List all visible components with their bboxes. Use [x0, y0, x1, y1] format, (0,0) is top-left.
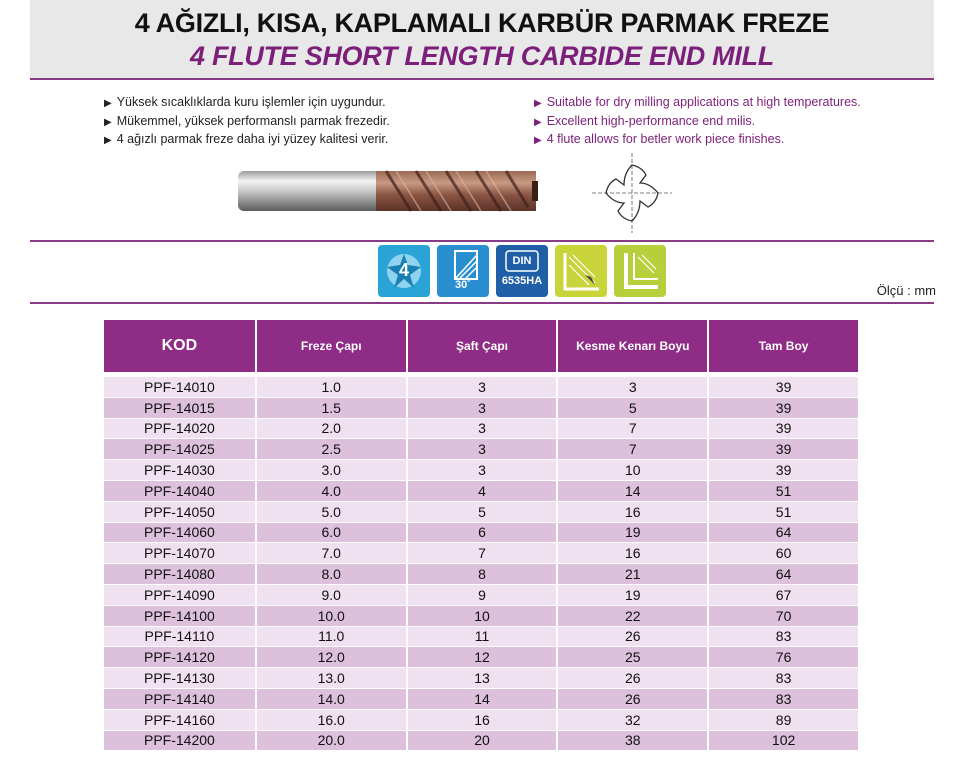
table-cell: 20 — [406, 731, 557, 752]
table-cell: 4.0 — [255, 481, 406, 502]
table-cell: 64 — [707, 564, 858, 585]
table-cell: 5.0 — [255, 502, 406, 523]
bullet-arrow-icon: ▶ — [534, 135, 542, 146]
table-cell: 39 — [707, 439, 858, 460]
section-divider — [30, 240, 934, 242]
table-cell: PPF-14140 — [104, 689, 255, 710]
bullet-arrow-icon: ▶ — [104, 135, 112, 146]
table-cell: 19 — [556, 523, 707, 544]
table-cell: 14 — [406, 689, 557, 710]
unit-label: Ölçü : mm — [876, 283, 936, 298]
table-divider — [30, 302, 934, 304]
table-cell: 16 — [556, 543, 707, 564]
feature-item: ▶ Mükemmel, yüksek performanslı parmak frezedir. — [104, 113, 390, 128]
table-cell: 2.0 — [255, 419, 406, 440]
table-cell: 8.0 — [255, 564, 406, 585]
table-cell: 16 — [406, 710, 557, 731]
table-cell: 5 — [556, 398, 707, 419]
table-cell: 7 — [406, 543, 557, 564]
table-row — [104, 606, 858, 627]
table-cell: 60 — [707, 543, 858, 564]
table-cell: PPF-14200 — [104, 731, 255, 752]
table-cell: 2.5 — [255, 439, 406, 460]
table-cell: 3 — [556, 377, 707, 398]
table-cell: PPF-14025 — [104, 439, 255, 460]
table-cell: PPF-14100 — [104, 606, 255, 627]
table-cell: PPF-14040 — [104, 481, 255, 502]
table-cell: 3.0 — [255, 460, 406, 481]
table-cell: 83 — [707, 689, 858, 710]
table-cell: 7.0 — [255, 543, 406, 564]
table-row — [104, 523, 858, 544]
table-row — [104, 585, 858, 606]
table-cell: PPF-14020 — [104, 419, 255, 440]
feature-item: ▶ Excellent high-performance end milis. — [534, 113, 756, 128]
table-cell: PPF-14160 — [104, 710, 255, 731]
table-cell: 21 — [556, 564, 707, 585]
table-cell: 5 — [406, 502, 557, 523]
column-header-code: KOD — [104, 320, 255, 372]
table-cell: 26 — [556, 689, 707, 710]
table-row — [104, 564, 858, 585]
table-cell: 12 — [406, 647, 557, 668]
table-cell: 38 — [556, 731, 707, 752]
slot-milling-icon — [614, 245, 666, 297]
bullet-arrow-icon: ▶ — [534, 116, 542, 128]
table-cell: 39 — [707, 460, 858, 481]
table-cell: 14 — [556, 481, 707, 502]
table-cell: 3 — [406, 439, 557, 460]
table-cell: 16.0 — [255, 710, 406, 731]
table-cell: 10 — [556, 460, 707, 481]
table-cell: 10 — [406, 606, 557, 627]
table-cell: 39 — [707, 398, 858, 419]
table-cell: 9.0 — [255, 585, 406, 606]
table-cell: 22 — [556, 606, 707, 627]
table-row — [104, 731, 858, 752]
table-cell: 11.0 — [255, 627, 406, 648]
table-header-row — [104, 320, 858, 372]
title-turkish: 4 AĞIZLI, KISA, KAPLAMALI KARBÜR PARMAK FREZE — [134, 8, 830, 38]
table-cell: PPF-14130 — [104, 668, 255, 689]
table-cell: 4 — [406, 481, 557, 502]
table-cell: 11 — [406, 627, 557, 648]
title-english: 4 FLUTE SHORT LENGTH CARBIDE END MILL — [190, 41, 774, 71]
din-standard-icon: DIN 6535HA — [496, 245, 548, 297]
column-header-total-length: Tam Boy — [707, 320, 858, 372]
table-cell: 67 — [707, 585, 858, 606]
table-cell: 76 — [707, 647, 858, 668]
table-row — [104, 689, 858, 710]
table-cell: PPF-14060 — [104, 523, 255, 544]
table-cell: 25 — [556, 647, 707, 668]
table-cell: PPF-14015 — [104, 398, 255, 419]
table-cell: 12.0 — [255, 647, 406, 668]
table-cell: 64 — [707, 523, 858, 544]
table-cell: 51 — [707, 481, 858, 502]
table-cell: 3 — [406, 419, 557, 440]
header-divider — [30, 78, 934, 80]
column-header-shank: Şaft Çapı — [406, 320, 557, 372]
table-cell: 10.0 — [255, 606, 406, 627]
table-cell: 70 — [707, 606, 858, 627]
table-cell: 83 — [707, 668, 858, 689]
table-row — [104, 543, 858, 564]
table-cell: 6.0 — [255, 523, 406, 544]
table-body — [104, 372, 858, 751]
table-cell: 8 — [406, 564, 557, 585]
table-cell: 7 — [556, 439, 707, 460]
feature-item: ▶ 4 ağızlı parmak freze daha iyi yüzey kalitesi verir. — [104, 132, 389, 146]
table-row — [104, 668, 858, 689]
table-cell: 102 — [707, 731, 858, 752]
table-row — [104, 710, 858, 731]
bullet-arrow-icon: ▶ — [104, 116, 112, 128]
table-cell: 3 — [406, 398, 557, 419]
table-row — [104, 419, 858, 440]
features-english — [534, 94, 861, 150]
bullet-arrow-icon: ▶ — [104, 98, 112, 109]
table-cell: PPF-14110 — [104, 627, 255, 648]
side-milling-icon — [555, 245, 607, 297]
features-turkish — [104, 94, 390, 150]
table-cell: 20.0 — [255, 731, 406, 752]
feature-item: ▶ Yüksek sıcaklıklarda kuru işlemler için uygundur. — [104, 95, 386, 109]
table-cell: 3 — [406, 460, 557, 481]
table-cell: 19 — [556, 585, 707, 606]
table-cell: 1.0 — [255, 377, 406, 398]
table-cell: 14.0 — [255, 689, 406, 710]
table-row — [104, 460, 858, 481]
table-cell: 39 — [707, 377, 858, 398]
feature-item: ▶ Suitable for dry milling applications at high temperatures. — [534, 95, 861, 109]
flute-count-icon: 4 — [378, 245, 430, 297]
product-table — [104, 320, 858, 751]
table-row — [104, 377, 858, 398]
table-cell: PPF-14050 — [104, 502, 255, 523]
table-cell: PPF-14070 — [104, 543, 255, 564]
end-mill-image — [236, 167, 540, 217]
feature-item: ▶ 4 flute allows for betler work piece finishes. — [534, 132, 785, 146]
table-row — [104, 502, 858, 523]
table-cell: 39 — [707, 419, 858, 440]
property-icons — [378, 245, 666, 297]
table-cell: 32 — [556, 710, 707, 731]
table-cell: 83 — [707, 627, 858, 648]
bullet-arrow-icon: ▶ — [534, 98, 542, 109]
table-cell: 6 — [406, 523, 557, 544]
table-cell: 9 — [406, 585, 557, 606]
table-cell: 26 — [556, 668, 707, 689]
column-header-cutting-length: Kesme Kenarı Boyu — [556, 320, 707, 372]
table-cell: 51 — [707, 502, 858, 523]
table-cell: 1.5 — [255, 398, 406, 419]
table-cell: 13 — [406, 668, 557, 689]
table-row — [104, 439, 858, 460]
table-row — [104, 398, 858, 419]
helix-angle-icon: 30˚ — [437, 245, 489, 297]
table-cell: PPF-14120 — [104, 647, 255, 668]
table-cell: 3 — [406, 377, 557, 398]
table-row — [104, 627, 858, 648]
table-cell: PPF-14080 — [104, 564, 255, 585]
table-cell: 89 — [707, 710, 858, 731]
table-cell: PPF-14010 — [104, 377, 255, 398]
table-cell: 7 — [556, 419, 707, 440]
cross-section-icon — [592, 153, 672, 233]
column-header-diameter: Freze Çapı — [255, 320, 406, 372]
table-cell: PPF-14090 — [104, 585, 255, 606]
table-cell: 16 — [556, 502, 707, 523]
table-row — [104, 481, 858, 502]
table-cell: 13.0 — [255, 668, 406, 689]
table-cell: PPF-14030 — [104, 460, 255, 481]
table-cell: 26 — [556, 627, 707, 648]
title-banner — [30, 0, 934, 78]
table-row — [104, 647, 858, 668]
